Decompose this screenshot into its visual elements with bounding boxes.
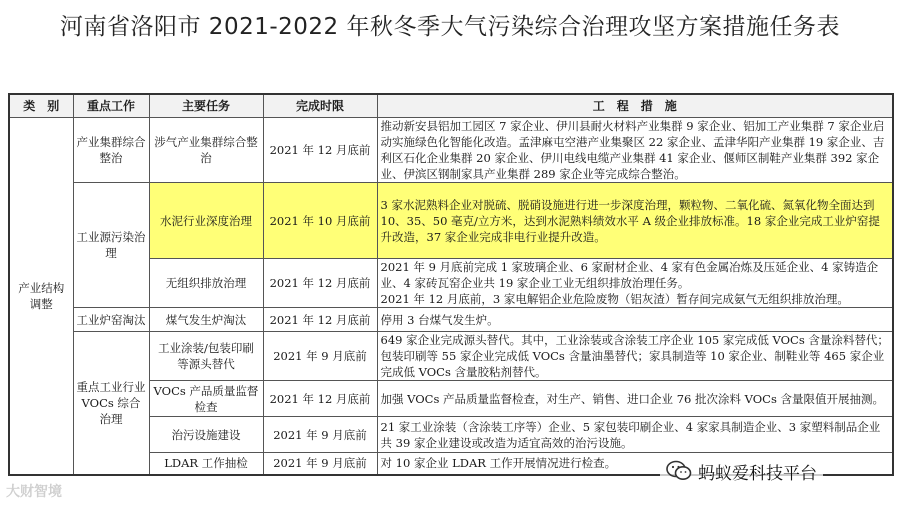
- task-cell: 煤气发生炉淘汰: [149, 308, 263, 332]
- deadline-cell-highlighted: 2021 年 10 月底前: [263, 183, 377, 259]
- measures-cell: 停用 3 台煤气发生炉。: [377, 308, 893, 332]
- deadline-cell: 2021 年 12 月底前: [263, 259, 377, 308]
- col-header-measures: 工 程 措 施: [377, 94, 893, 118]
- table-row: [9, 118, 893, 183]
- col-header-deadline: 完成时限: [263, 94, 377, 118]
- measures-cell: [377, 259, 893, 308]
- key-work-cell: 工业源污染治理: [73, 183, 149, 308]
- task-cell-highlighted: 水泥行业深度治理: [149, 183, 263, 259]
- key-work-cell: 工业炉窑淘汰: [73, 308, 149, 332]
- deadline-cell: 2021 年 9 月底前: [263, 453, 377, 475]
- deadline-cell: 2021 年 12 月底前: [263, 381, 377, 417]
- measures-cell: 21 家工业涂装（含涂装工序等）企业、5 家包装印刷企业、4 家家具制造企业、3 家塑料制品企业共 39 家企业建设或改造为适宜高效的治污设施。: [377, 417, 893, 453]
- measures-table: [8, 93, 894, 476]
- task-cell: 无组织排放治理: [149, 259, 263, 308]
- measures-cell: 推动新安县铝加工园区 7 家企业、伊川县耐火材料产业集群 9 家企业、铝加工产业集群 7 家企业启动实施绿色化智能化改造。孟津麻屯空港产业集聚区 22 家企业、孟津华阳产业集群 19 家企业、吉利区石化企业集群 20 家企业、伊川电线电缆产业集群 41 家企业、偃师区制鞋产业集群 392 家企业、伊滨区钢制家具产业集群 289 家企业等完成综合整治。: [377, 118, 893, 183]
- table-row: [9, 183, 893, 259]
- table-row: [9, 308, 893, 332]
- wechat-watermark: [660, 458, 823, 484]
- task-cell: 涉气产业集群综合整治: [149, 118, 263, 183]
- category-cell: 产业结构调整: [9, 118, 73, 475]
- deadline-cell: 2021 年 9 月底前: [263, 332, 377, 381]
- deadline-cell: 2021 年 12 月底前: [263, 308, 377, 332]
- task-cell: LDAR 工作抽检: [149, 453, 263, 475]
- page-title: 河南省洛阳市 2021-2022 年秋冬季大气污染综合治理攻坚方案措施任务表: [60, 14, 840, 40]
- key-work-cell: 产业集群综合整治: [73, 118, 149, 183]
- table-header-row: [9, 94, 893, 118]
- measures-paragraph: 2021 年 12 月底前，3 家电解铝企业危险废物（铝灰渣）暂存间完成氨气无组织排放治理。: [380, 292, 849, 306]
- col-header-key-work: 重点工作: [73, 94, 149, 118]
- col-header-task: 主要任务: [149, 94, 263, 118]
- col-header-category: 类 别: [9, 94, 73, 118]
- deadline-cell: 2021 年 12 月底前: [263, 118, 377, 183]
- measures-paragraph: 2021 年 9 月底前完成 1 家玻璃企业、6 家耐材企业、4 家有色金属冶炼及压延企业、4 家铸造企业、4 家砖瓦窑企业共 19 家企业工业无组织排放治理任务。: [380, 260, 879, 290]
- task-cell: 治污设施建设: [149, 417, 263, 453]
- deadline-cell: 2021 年 9 月底前: [263, 417, 377, 453]
- table-row: [9, 332, 893, 381]
- measures-cell-highlighted: 3 家水泥熟料企业对脱硫、脱硝设施进行进一步深度治理，颗粒物、二氧化硫、氮氧化物全面达到 10、35、50 毫克/立方米，达到水泥熟料绩效水平 A 级企业排放标准。18 家企业完成工业炉窑提升改造，37 家企业完成非电行业提升改造。: [377, 183, 893, 259]
- measures-cell: 649 家企业完成源头替代。其中，工业涂装或含涂装工序企业 105 家完成低 VOCs 含量涂料替代；包装印刷等 55 家企业完成低 VOCs 含量油墨替代；家具制造等 10 家企业、制鞋业等 465 家企业完成低 VOCs 含量胶粘剂替代。: [377, 332, 893, 381]
- task-cell: VOCs 产品质量监督检查: [149, 381, 263, 417]
- wechat-icon: [666, 460, 692, 482]
- watermark-left: 大财智境: [6, 484, 62, 500]
- measures-cell: 加强 VOCs 产品质量监督检查，对生产、销售、进口企业 76 批次涂料 VOCs 含量限值开展抽测。: [377, 381, 893, 417]
- measures-cell: 对 10 家企业 LDAR 工作开展情况进行检查。: [377, 453, 893, 475]
- key-work-cell: 重点工业行业 VOCs 综合治理: [73, 332, 149, 475]
- watermark-right-text: 蚂蚁爱科技平台: [698, 463, 817, 484]
- task-cell: 工业涂装/包装印刷等源头替代: [149, 332, 263, 381]
